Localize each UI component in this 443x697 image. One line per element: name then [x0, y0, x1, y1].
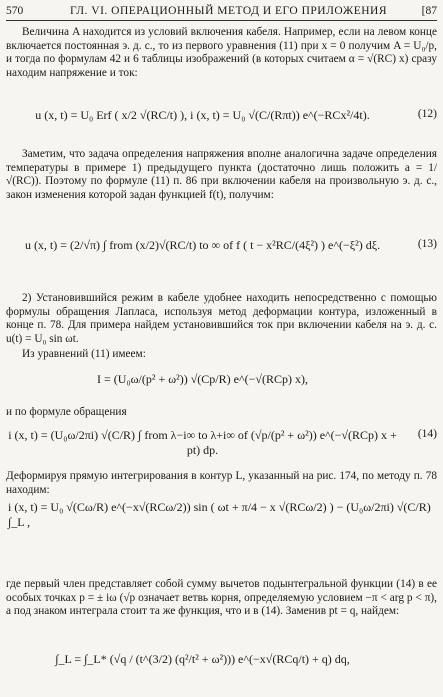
paragraph-from-equations: Из уравнений (11) имеем:: [22, 348, 146, 360]
paragraph-intro: Величина A находится из условий включения кабеля. Например, если на левом конце включается постоянная э. д. с., то из первого уравнения (11) при x = 0 получим A = U₀/p, и тогда по формулам 42 и 6 таблицы изображений (в которых считаем α = √(RC) x) сразу находим напряжение и ток:: [6, 26, 437, 79]
running-title: ГЛ. VI. ОПЕРАЦИОННЫЙ МЕТОД И ЕГО ПРИЛОЖЕНИЯ: [69, 5, 388, 17]
equation-substitution-body: ∫_L = ∫_L* (√q / (t^(3/2) (q²/t² + ω²))) e^(−x√(RCq/t) + q) dq,: [55, 652, 350, 666]
running-header: [6, 4, 437, 21]
equation-12-body: u (x, t) = U₀ Erf ( x/2 √(RC/t) ), i (x, t) = U₀ √(C/(Rπt)) e^(−RCx²/4t).: [35, 108, 370, 122]
paragraph-deform: Деформируя прямую интегрирования в контур L, указанный на рис. 174, по методу п. 78 находим:: [6, 470, 437, 496]
equation-substitution: [8, 652, 437, 688]
equation-current-image-body: I = (U₀ω/(p² + ω²)) √(Cp/R) e^(−√(RCp) x),: [97, 372, 308, 386]
equation-13: [8, 238, 437, 278]
paragraph-analogy: Заметим, что задача определения напряжения вполне аналогична задаче определения температуры в примере 1) предыдущего пункта (достаточно лишь положить a = 1/√(RC)). Поэтому по формуле (11) п. 86 при включении кабеля на произвольную э. д. с., закон изменения которой задан функцией f(t), получим:: [6, 148, 437, 201]
equation-12-number: (12): [417, 108, 437, 120]
equation-14-number: (14): [417, 428, 437, 440]
right-header-mark: [87: [421, 5, 437, 17]
equation-14-body: i (x, t) = (U₀ω/2πi) √(C/R) ∫ from λ−i∞ to λ+i∞ of (√p/(p² + ω²)) e^(−√(RCp) x + pt) dp.: [8, 428, 397, 457]
page-number: 570: [6, 5, 24, 17]
paragraph-inversion: и по формуле обращения: [6, 406, 127, 418]
equation-14: [8, 428, 437, 464]
equation-12: [8, 108, 437, 138]
equation-13-body: u (x, t) = (2/√π) ∫ from (x/2)√(RC/t) to ∞ of f ( t − x²RC/(4ξ²) ) e^(−ξ²) dξ.: [24, 238, 381, 252]
paragraph-steady-state: 2) Установившийся режим в кабеле удобнее находить непосредственно с помощью формулы обращения Лапласа, используя метод деформации контура, изложенный в конце п. 78. Для примера найдем установившийся ток при включении кабеля на э. д. с. u(t) = U₀ sin ωt.: [6, 292, 437, 345]
equation-13-number: (13): [417, 238, 437, 250]
equation-current-image: [8, 372, 437, 400]
equation-contour-result: [8, 500, 437, 560]
equation-contour-result-body: i (x, t) = U₀ √(Cω/R) e^(−x√(RCω/2)) sin ( ωt + π/4 − x √(RCω/2) ) − (U₀ω/2πi) √(C/R) ∫_L ,: [8, 500, 431, 529]
paragraph-residues: где первый член представляет собой сумму вычетов подынтегральной функции (14) в ее особых точках p = ± iω (√p означает ветвь корня, определяемую условием −π < arg p < π), а под знаком интеграла стоит та же функция, что и в (14). Заменив pt = q, найдем:: [6, 578, 437, 618]
